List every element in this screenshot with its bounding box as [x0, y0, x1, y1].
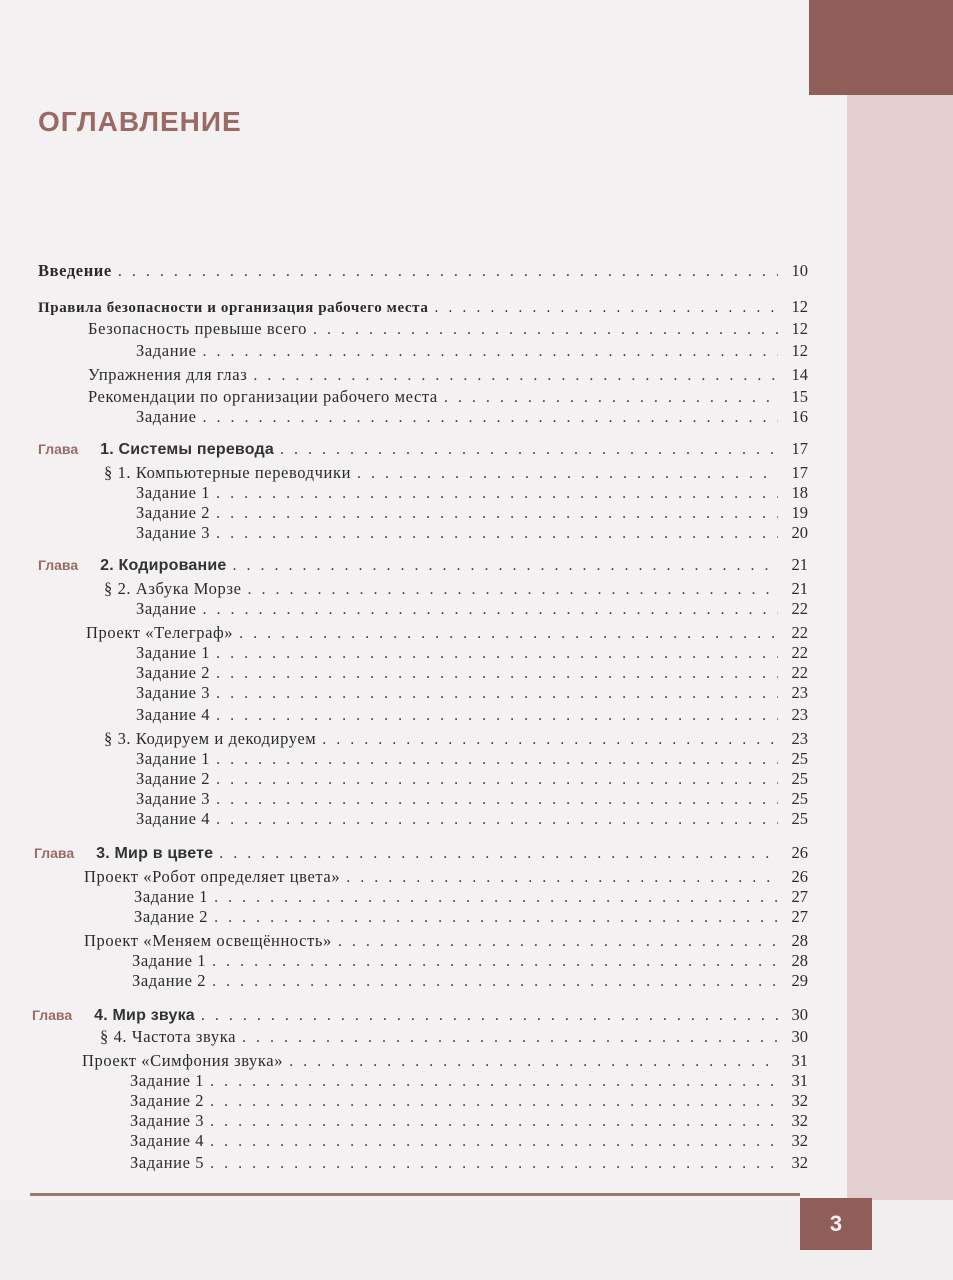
toc-entry-label: Задание 1	[136, 483, 211, 502]
leader-dots	[233, 555, 778, 577]
toc-entry-page: 32	[791, 1153, 808, 1172]
toc-entry-page: 22	[791, 599, 808, 618]
toc-entry-label: § 1. Компьютерные переводчики	[104, 463, 351, 482]
toc-entry-page: 12	[791, 319, 808, 338]
leader-dots	[219, 843, 778, 865]
toc-entry[interactable]	[130, 1152, 808, 1174]
toc-entry-page: 17	[791, 463, 808, 482]
toc-entry-label: Задание 1	[136, 643, 211, 662]
toc-entry-label: Рекомендации по организации рабочего места	[88, 387, 438, 406]
toc-entry[interactable]	[84, 930, 808, 952]
toc-entry[interactable]	[88, 318, 808, 340]
toc-entry-label: Задание 2	[136, 663, 211, 682]
toc-entry[interactable]	[136, 662, 808, 684]
toc-entry-page: 19	[791, 503, 808, 522]
top-color-block	[809, 0, 953, 95]
toc-entry-page: 31	[791, 1071, 808, 1090]
toc-entry-label: Упражнения для глаз	[88, 365, 248, 384]
toc-entry-label: Правила безопасности и организация рабочего места	[38, 300, 429, 316]
toc-entry-page: 29	[791, 971, 808, 990]
toc-entry-page: 32	[791, 1131, 808, 1150]
toc-entry-label: Задание 4	[136, 705, 211, 724]
toc-entry[interactable]	[136, 340, 808, 362]
toc-entry-label: Задание 3	[136, 683, 211, 702]
toc-entry[interactable]	[136, 808, 808, 830]
toc-entry-label: Задание 1	[136, 749, 211, 768]
toc-chapter-4[interactable]	[32, 1004, 808, 1026]
toc-entry-page: 26	[791, 843, 808, 862]
toc-chapter-3[interactable]	[34, 842, 808, 864]
toc-entry-label: Задание 1	[130, 1071, 205, 1090]
toc-entry-page: 22	[791, 663, 808, 682]
toc-entry[interactable]	[136, 482, 808, 504]
toc-entry-page: 23	[791, 729, 808, 748]
toc-entry-page: 26	[791, 867, 808, 886]
toc-entry[interactable]	[86, 622, 808, 644]
toc-entry-page: 30	[791, 1005, 808, 1024]
toc-entry-intro[interactable]	[38, 260, 808, 282]
leader-dots	[216, 705, 778, 727]
toc-entry-page: 22	[791, 643, 808, 662]
toc-entry-page: 32	[791, 1111, 808, 1130]
toc-entry[interactable]	[130, 1070, 808, 1092]
bottom-rule	[30, 1193, 800, 1196]
toc-chapter-1[interactable]	[38, 438, 808, 460]
toc-entry-page: 12	[791, 297, 808, 316]
toc-entry-page: 22	[791, 623, 808, 642]
toc-entry-page: 25	[791, 789, 808, 808]
toc-entry-page: 31	[791, 1051, 808, 1070]
toc-entry-page: 18	[791, 483, 808, 502]
toc-entry-page: 27	[791, 907, 808, 926]
leader-dots	[203, 599, 779, 621]
page-number: 3	[800, 1198, 872, 1250]
toc-entry[interactable]	[88, 386, 808, 408]
toc-entry-label: Задание 4	[130, 1131, 205, 1150]
toc-title: ОГЛАВЛЕНИЕ	[38, 106, 242, 137]
leader-dots	[214, 907, 778, 929]
leader-dots	[212, 971, 778, 993]
toc-entry[interactable]	[130, 1110, 808, 1132]
toc-entry-page: 17	[791, 439, 808, 458]
toc-entry[interactable]	[136, 642, 808, 664]
toc-entry-label: § 4. Частота звука	[100, 1027, 237, 1046]
toc-entry-label: Задание 2	[130, 1091, 205, 1110]
toc-entry[interactable]	[104, 462, 808, 484]
toc-entry[interactable]	[82, 1050, 808, 1072]
toc-entry-page: 20	[791, 523, 808, 542]
toc-entry[interactable]	[130, 1130, 808, 1152]
toc-entry-label: Задание 2	[134, 907, 209, 926]
toc-entry-label: Задание	[136, 599, 197, 618]
toc-entry-label: Проект «Телеграф»	[86, 623, 234, 642]
toc-entry[interactable]	[84, 866, 808, 888]
toc-entry-page: 16	[791, 407, 808, 426]
toc-entry-page: 25	[791, 769, 808, 788]
toc-entry-page: 30	[791, 1027, 808, 1046]
toc-entry-label: Задание 1	[132, 951, 207, 970]
toc-entry[interactable]	[134, 906, 808, 928]
toc-entry-label: § 3. Кодируем и декодируем	[104, 729, 317, 748]
toc-entry-label: Задание 2	[132, 971, 207, 990]
toc-entry-page: 25	[791, 809, 808, 828]
toc-entry-page: 23	[791, 705, 808, 724]
toc-entry-page: 25	[791, 749, 808, 768]
toc-entry-label: Проект «Робот определяет цвета»	[84, 867, 341, 886]
leader-dots	[434, 297, 778, 319]
leader-dots	[242, 1027, 778, 1049]
chapter-prefix: Глава	[34, 845, 75, 861]
toc-entry-label: 2. Кодирование	[100, 557, 227, 574]
toc-entry[interactable]	[136, 682, 808, 704]
leader-dots	[313, 319, 778, 341]
leader-dots	[216, 683, 778, 705]
toc-entry-page: 28	[791, 931, 808, 950]
toc-entry-page: 10	[791, 261, 808, 280]
toc-entry-label: Задание 5	[130, 1153, 205, 1172]
toc-entry[interactable]	[100, 1026, 808, 1048]
toc-entry-page: 27	[791, 887, 808, 906]
toc-entry[interactable]	[136, 704, 808, 726]
toc-entry-label: Задание 2	[136, 769, 211, 788]
toc-chapter-2[interactable]	[38, 554, 808, 576]
toc-entry-label: Задание 1	[134, 887, 209, 906]
toc-entry-label: Проект «Меняем освещённость»	[84, 931, 332, 950]
toc-entry[interactable]	[132, 950, 808, 972]
toc-entry-label: Проект «Симфония звука»	[82, 1051, 284, 1070]
chapter-prefix: Глава	[32, 1007, 73, 1023]
toc-entry-label: Задание	[136, 341, 197, 360]
toc-entry-label: 3. Мир в цвете	[96, 845, 214, 862]
toc-entry[interactable]	[130, 1090, 808, 1112]
toc-entry-label: Задание 3	[130, 1111, 205, 1130]
leader-dots	[216, 523, 778, 545]
leader-dots	[118, 261, 778, 283]
toc-entry[interactable]	[136, 768, 808, 790]
toc-entry-label: § 2. Азбука Морзе	[104, 579, 242, 598]
toc-entry[interactable]	[132, 970, 808, 992]
toc-entry[interactable]	[136, 748, 808, 770]
leader-dots	[203, 407, 779, 429]
leader-dots	[201, 1005, 778, 1027]
toc-entry-page: 15	[791, 387, 808, 406]
toc-entry-page: 32	[791, 1091, 808, 1110]
toc-entry[interactable]	[134, 886, 808, 908]
toc-entry-label: Введение	[38, 261, 112, 280]
toc-entry-label: Задание	[136, 407, 197, 426]
toc-entry-label: Задание 2	[136, 503, 211, 522]
toc-entry[interactable]	[104, 578, 808, 600]
toc-entry-label: Задание 3	[136, 523, 211, 542]
toc-entry-page: 23	[791, 683, 808, 702]
toc-entry[interactable]	[136, 406, 808, 428]
toc-entry[interactable]	[104, 728, 808, 750]
leader-dots	[210, 1153, 778, 1175]
toc-entry-label: 4. Мир звука	[94, 1007, 195, 1024]
toc-entry-safety[interactable]	[38, 296, 808, 318]
toc-entry[interactable]	[136, 522, 808, 544]
toc-entry[interactable]	[136, 598, 808, 620]
leader-dots	[203, 341, 779, 363]
leader-dots	[280, 439, 778, 461]
chapter-prefix: Глава	[38, 557, 79, 573]
leader-dots	[253, 365, 778, 387]
toc-entry[interactable]	[136, 788, 808, 810]
side-color-band	[847, 95, 953, 1200]
toc-entry-page: 21	[791, 555, 808, 574]
toc-entry-page: 21	[791, 579, 808, 598]
toc-entry-label: Задание 4	[136, 809, 211, 828]
leader-dots	[216, 809, 778, 831]
leader-dots	[210, 1131, 778, 1153]
toc-entry[interactable]	[88, 364, 808, 386]
toc-entry-page: 28	[791, 951, 808, 970]
toc-entry-label: Задание 3	[136, 789, 211, 808]
toc-entry-page: 12	[791, 341, 808, 360]
toc-entry-page: 14	[791, 365, 808, 384]
toc-entry-label: Безопасность превыше всего	[88, 319, 308, 338]
toc-entry[interactable]	[136, 502, 808, 524]
chapter-prefix: Глава	[38, 441, 79, 457]
toc-entry-label: 1. Системы перевода	[100, 441, 274, 458]
